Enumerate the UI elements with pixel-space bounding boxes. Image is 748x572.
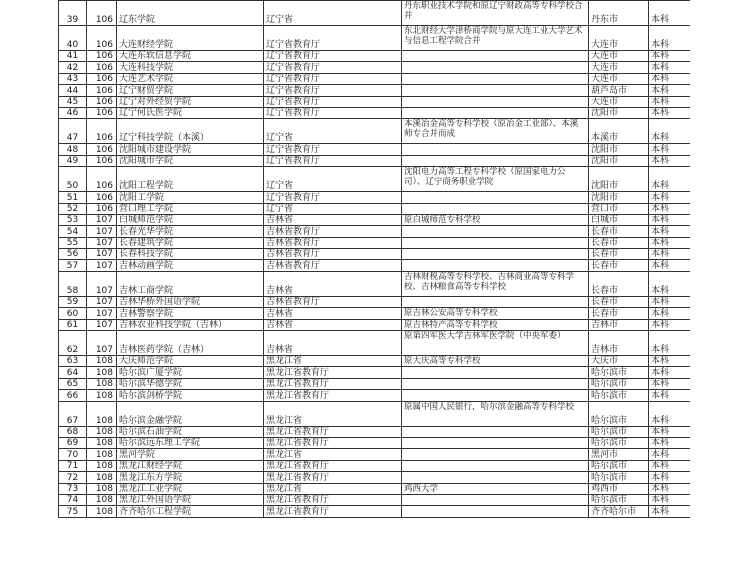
table-row: [59, 506, 691, 517]
city-cell: 哈尔滨市: [589, 426, 649, 437]
code-cell: 106: [87, 96, 117, 107]
school-name-cell: 沈阳工学院: [117, 192, 264, 203]
level-cell: 本科: [649, 296, 691, 307]
notes-cell: [402, 260, 589, 271]
code-cell: 108: [87, 472, 117, 483]
authority-cell: 黑龙江省教育厅: [264, 506, 402, 517]
row-number-cell: 43: [59, 73, 87, 84]
table-row: [59, 249, 691, 260]
notes-cell: [402, 144, 589, 155]
row-number-cell: 74: [59, 494, 87, 505]
notes-cell: [402, 107, 589, 118]
notes-cell: 原第四军医大学吉林军医学院（中央军委）: [402, 331, 589, 356]
notes-cell: [402, 506, 589, 517]
code-cell: 106: [87, 85, 117, 96]
city-cell: 鸡西市: [589, 483, 649, 494]
level-cell: 本科: [649, 401, 691, 426]
authority-cell: 辽宁省教育厅: [264, 51, 402, 62]
level-cell: 本科: [649, 437, 691, 448]
level-cell: 本科: [649, 308, 691, 319]
code-cell: 108: [87, 437, 117, 448]
authority-cell: 吉林省: [264, 319, 402, 330]
code-cell: 108: [87, 460, 117, 471]
city-cell: 沈阳市: [589, 155, 649, 166]
table-row: [59, 449, 691, 460]
authority-cell: 辽宁省教育厅: [264, 26, 402, 51]
code-cell: 107: [87, 296, 117, 307]
code-cell: 106: [87, 192, 117, 203]
table-row: [59, 96, 691, 107]
authority-cell: 黑龙江省教育厅: [264, 460, 402, 471]
school-name-cell: 沈阳城市建设学院: [117, 144, 264, 155]
level-cell: 本科: [649, 51, 691, 62]
university-list-sheet: [58, 0, 690, 572]
table-row: [59, 308, 691, 319]
authority-cell: 辽宁省教育厅: [264, 144, 402, 155]
school-name-cell: 黑河学院: [117, 449, 264, 460]
code-cell: 108: [87, 449, 117, 460]
authority-cell: 吉林省: [264, 308, 402, 319]
table-row: [59, 401, 691, 426]
level-cell: 本科: [649, 214, 691, 225]
row-number-cell: 56: [59, 249, 87, 260]
city-cell: 大连市: [589, 96, 649, 107]
row-number-cell: 63: [59, 356, 87, 367]
authority-cell: 吉林省教育厅: [264, 260, 402, 271]
table-row: [59, 26, 691, 51]
school-name-cell: 吉林动画学院: [117, 260, 264, 271]
authority-cell: 黑龙江省教育厅: [264, 390, 402, 401]
school-name-cell: 长春光华学院: [117, 226, 264, 237]
authority-cell: 辽宁省教育厅: [264, 155, 402, 166]
school-name-cell: 吉林农业科技学院（吉林）: [117, 319, 264, 330]
notes-cell: [402, 203, 589, 214]
table-row: [59, 494, 691, 505]
notes-cell: 东北财经大学津桥商学院与原大连工业大学艺术与信息工程学院合并: [402, 26, 589, 51]
school-name-cell: 吉林华桥外国语学院: [117, 296, 264, 307]
authority-cell: 黑龙江省: [264, 449, 402, 460]
school-name-cell: 黑龙江工业学院: [117, 483, 264, 494]
code-cell: 107: [87, 249, 117, 260]
authority-cell: 黑龙江省教育厅: [264, 426, 402, 437]
code-cell: 106: [87, 107, 117, 118]
city-cell: 营口市: [589, 203, 649, 214]
city-cell: 大连市: [589, 51, 649, 62]
city-cell: 吉林市: [589, 331, 649, 356]
notes-cell: [402, 237, 589, 248]
row-number-cell: 55: [59, 237, 87, 248]
notes-cell: [402, 226, 589, 237]
city-cell: 哈尔滨市: [589, 472, 649, 483]
level-cell: 本科: [649, 249, 691, 260]
notes-cell: [402, 62, 589, 73]
code-cell: 106: [87, 26, 117, 51]
city-cell: 长春市: [589, 249, 649, 260]
row-number-cell: 49: [59, 155, 87, 166]
level-cell: 本科: [649, 237, 691, 248]
row-number-cell: 53: [59, 214, 87, 225]
row-number-cell: 50: [59, 167, 87, 192]
table-row: [59, 62, 691, 73]
row-number-cell: 58: [59, 271, 87, 296]
level-cell: 本科: [649, 203, 691, 214]
level-cell: 本科: [649, 1, 691, 26]
authority-cell: 辽宁省教育厅: [264, 85, 402, 96]
code-cell: 108: [87, 367, 117, 378]
table-row: [59, 390, 691, 401]
city-cell: 哈尔滨市: [589, 437, 649, 448]
school-name-cell: 大连财经学院: [117, 26, 264, 51]
code-cell: 106: [87, 144, 117, 155]
notes-cell: 本溪冶金高等专科学校（原冶金工业部）、本溪师专合并而成: [402, 119, 589, 144]
code-cell: 106: [87, 167, 117, 192]
row-number-cell: 41: [59, 51, 87, 62]
city-cell: 葫芦岛市: [589, 85, 649, 96]
row-number-cell: 61: [59, 319, 87, 330]
city-cell: 长春市: [589, 237, 649, 248]
notes-cell: 原大庆高等专科学校: [402, 356, 589, 367]
school-name-cell: 黑龙江财经学院: [117, 460, 264, 471]
city-cell: 长春市: [589, 271, 649, 296]
code-cell: 106: [87, 155, 117, 166]
code-cell: 108: [87, 494, 117, 505]
university-table: [58, 0, 690, 518]
row-number-cell: 44: [59, 85, 87, 96]
code-cell: 106: [87, 51, 117, 62]
table-row: [59, 155, 691, 166]
level-cell: 本科: [649, 260, 691, 271]
school-name-cell: 哈尔滨剑桥学院: [117, 390, 264, 401]
school-name-cell: 哈尔滨华德学院: [117, 378, 264, 389]
table-row: [59, 192, 691, 203]
table-row: [59, 167, 691, 192]
row-number-cell: 65: [59, 378, 87, 389]
code-cell: 107: [87, 319, 117, 330]
code-cell: 107: [87, 331, 117, 356]
table-row: [59, 296, 691, 307]
school-name-cell: 哈尔滨远东理工学院: [117, 437, 264, 448]
notes-cell: [402, 249, 589, 260]
level-cell: 本科: [649, 96, 691, 107]
level-cell: 本科: [649, 390, 691, 401]
city-cell: 沈阳市: [589, 107, 649, 118]
notes-cell: [402, 494, 589, 505]
row-number-cell: 73: [59, 483, 87, 494]
city-cell: 大连市: [589, 62, 649, 73]
authority-cell: 辽宁省教育厅: [264, 192, 402, 203]
city-cell: 大连市: [589, 73, 649, 84]
row-number-cell: 48: [59, 144, 87, 155]
authority-cell: 辽宁省教育厅: [264, 62, 402, 73]
level-cell: 本科: [649, 144, 691, 155]
school-name-cell: 辽宁何氏医学院: [117, 107, 264, 118]
city-cell: 长春市: [589, 260, 649, 271]
city-cell: 吉林市: [589, 319, 649, 330]
table-row: [59, 472, 691, 483]
school-name-cell: 长春建筑学院: [117, 237, 264, 248]
notes-cell: [402, 155, 589, 166]
school-name-cell: 黑龙江外国语学院: [117, 494, 264, 505]
level-cell: 本科: [649, 155, 691, 166]
city-cell: 齐齐哈尔市: [589, 506, 649, 517]
school-name-cell: 辽宁科技学院（本溪）: [117, 119, 264, 144]
authority-cell: 吉林省教育厅: [264, 226, 402, 237]
city-cell: 黑河市: [589, 449, 649, 460]
level-cell: 本科: [649, 26, 691, 51]
row-number-cell: 64: [59, 367, 87, 378]
notes-cell: [402, 296, 589, 307]
row-number-cell: 51: [59, 192, 87, 203]
city-cell: 本溪市: [589, 119, 649, 144]
city-cell: 大庆市: [589, 356, 649, 367]
level-cell: 本科: [649, 226, 691, 237]
school-name-cell: 吉林工商学院: [117, 271, 264, 296]
authority-cell: 黑龙江省教育厅: [264, 367, 402, 378]
level-cell: 本科: [649, 192, 691, 203]
level-cell: 本科: [649, 449, 691, 460]
table-row: [59, 73, 691, 84]
authority-cell: 黑龙江省教育厅: [264, 437, 402, 448]
city-cell: 沈阳市: [589, 192, 649, 203]
row-number-cell: 71: [59, 460, 87, 471]
city-cell: 长春市: [589, 296, 649, 307]
notes-cell: [402, 73, 589, 84]
table-row: [59, 483, 691, 494]
table-row: [59, 226, 691, 237]
authority-cell: 吉林省: [264, 331, 402, 356]
code-cell: 108: [87, 390, 117, 401]
notes-cell: [402, 378, 589, 389]
school-name-cell: 大连科技学院: [117, 62, 264, 73]
school-name-cell: 大庆师范学院: [117, 356, 264, 367]
school-name-cell: 哈尔滨广厦学院: [117, 367, 264, 378]
authority-cell: 辽宁省: [264, 119, 402, 144]
school-name-cell: 辽宁对外经贸学院: [117, 96, 264, 107]
authority-cell: 辽宁省教育厅: [264, 107, 402, 118]
notes-cell: [402, 460, 589, 471]
level-cell: 本科: [649, 494, 691, 505]
notes-cell: 鸡西大学: [402, 483, 589, 494]
table-row: [59, 203, 691, 214]
school-name-cell: 哈尔滨石油学院: [117, 426, 264, 437]
code-cell: 108: [87, 506, 117, 517]
row-number-cell: 72: [59, 472, 87, 483]
school-name-cell: 哈尔滨金融学院: [117, 401, 264, 426]
level-cell: 本科: [649, 356, 691, 367]
row-number-cell: 68: [59, 426, 87, 437]
code-cell: 108: [87, 483, 117, 494]
row-number-cell: 42: [59, 62, 87, 73]
code-cell: 106: [87, 73, 117, 84]
notes-cell: 原白城师范专科学校: [402, 214, 589, 225]
level-cell: 本科: [649, 426, 691, 437]
table-row: [59, 237, 691, 248]
code-cell: 106: [87, 1, 117, 26]
table-row: [59, 1, 691, 26]
table-row: [59, 367, 691, 378]
code-cell: 107: [87, 260, 117, 271]
row-number-cell: 67: [59, 401, 87, 426]
level-cell: 本科: [649, 506, 691, 517]
notes-cell: 沈阳电力高等工程专科学校（原国家电力公司）、辽宁商务职业学院: [402, 167, 589, 192]
notes-cell: 丹东职业技术学院和原辽宁财政高等专科学校合并: [402, 1, 589, 26]
table-body: [59, 1, 691, 518]
authority-cell: 黑龙江省教育厅: [264, 494, 402, 505]
level-cell: 本科: [649, 483, 691, 494]
code-cell: 106: [87, 119, 117, 144]
school-name-cell: 沈阳城市学院: [117, 155, 264, 166]
notes-cell: [402, 449, 589, 460]
table-row: [59, 460, 691, 471]
city-cell: 丹东市: [589, 1, 649, 26]
table-row: [59, 107, 691, 118]
table-row: [59, 331, 691, 356]
notes-cell: 原吉林特产高等专科学校: [402, 319, 589, 330]
school-name-cell: 白城师范学院: [117, 214, 264, 225]
level-cell: 本科: [649, 460, 691, 471]
city-cell: 哈尔滨市: [589, 401, 649, 426]
row-number-cell: 60: [59, 308, 87, 319]
table-row: [59, 85, 691, 96]
level-cell: 本科: [649, 107, 691, 118]
row-number-cell: 62: [59, 331, 87, 356]
row-number-cell: 69: [59, 437, 87, 448]
code-cell: 107: [87, 226, 117, 237]
level-cell: 本科: [649, 62, 691, 73]
city-cell: 哈尔滨市: [589, 378, 649, 389]
notes-cell: [402, 367, 589, 378]
authority-cell: 辽宁省: [264, 167, 402, 192]
city-cell: 哈尔滨市: [589, 460, 649, 471]
city-cell: 沈阳市: [589, 167, 649, 192]
city-cell: 哈尔滨市: [589, 494, 649, 505]
table-row: [59, 356, 691, 367]
city-cell: 长春市: [589, 308, 649, 319]
row-number-cell: 46: [59, 107, 87, 118]
level-cell: 本科: [649, 472, 691, 483]
school-name-cell: 吉林警察学院: [117, 308, 264, 319]
notes-cell: 原属中国人民银行，哈尔滨金融高等专科学校: [402, 401, 589, 426]
school-name-cell: 吉林医药学院（吉林）: [117, 331, 264, 356]
row-number-cell: 66: [59, 390, 87, 401]
level-cell: 本科: [649, 167, 691, 192]
table-row: [59, 437, 691, 448]
school-name-cell: 黑龙江东方学院: [117, 472, 264, 483]
school-name-cell: 辽宁财贸学院: [117, 85, 264, 96]
code-cell: 107: [87, 214, 117, 225]
notes-cell: [402, 51, 589, 62]
row-number-cell: 59: [59, 296, 87, 307]
authority-cell: 辽宁省: [264, 1, 402, 26]
table-row: [59, 271, 691, 296]
school-name-cell: 大连东软信息学院: [117, 51, 264, 62]
table-row: [59, 319, 691, 330]
authority-cell: 吉林省教育厅: [264, 296, 402, 307]
school-name-cell: 营口理工学院: [117, 203, 264, 214]
authority-cell: 辽宁省教育厅: [264, 96, 402, 107]
school-name-cell: 辽东学院: [117, 1, 264, 26]
code-cell: 108: [87, 401, 117, 426]
school-name-cell: 长春科技学院: [117, 249, 264, 260]
table-row: [59, 214, 691, 225]
notes-cell: [402, 426, 589, 437]
table-row: [59, 119, 691, 144]
city-cell: 沈阳市: [589, 144, 649, 155]
city-cell: 长春市: [589, 226, 649, 237]
row-number-cell: 47: [59, 119, 87, 144]
authority-cell: 吉林省: [264, 271, 402, 296]
row-number-cell: 57: [59, 260, 87, 271]
code-cell: 106: [87, 62, 117, 73]
school-name-cell: 齐齐哈尔工程学院: [117, 506, 264, 517]
level-cell: 本科: [649, 367, 691, 378]
row-number-cell: 75: [59, 506, 87, 517]
city-cell: 白城市: [589, 214, 649, 225]
level-cell: 本科: [649, 271, 691, 296]
notes-cell: [402, 472, 589, 483]
notes-cell: [402, 390, 589, 401]
row-number-cell: 39: [59, 1, 87, 26]
city-cell: 哈尔滨市: [589, 367, 649, 378]
code-cell: 106: [87, 203, 117, 214]
notes-cell: [402, 96, 589, 107]
notes-cell: [402, 192, 589, 203]
authority-cell: 辽宁省教育厅: [264, 73, 402, 84]
row-number-cell: 45: [59, 96, 87, 107]
table-row: [59, 144, 691, 155]
authority-cell: 吉林省教育厅: [264, 237, 402, 248]
level-cell: 本科: [649, 73, 691, 84]
code-cell: 107: [87, 237, 117, 248]
row-number-cell: 70: [59, 449, 87, 460]
row-number-cell: 54: [59, 226, 87, 237]
school-name-cell: 大连艺术学院: [117, 73, 264, 84]
city-cell: 大连市: [589, 26, 649, 51]
code-cell: 107: [87, 271, 117, 296]
authority-cell: 吉林省: [264, 214, 402, 225]
notes-cell: [402, 85, 589, 96]
row-number-cell: 52: [59, 203, 87, 214]
code-cell: 108: [87, 426, 117, 437]
city-cell: 哈尔滨市: [589, 390, 649, 401]
notes-cell: [402, 437, 589, 448]
table-row: [59, 260, 691, 271]
table-row: [59, 51, 691, 62]
authority-cell: 黑龙江省: [264, 356, 402, 367]
level-cell: 本科: [649, 331, 691, 356]
authority-cell: 黑龙江省: [264, 401, 402, 426]
notes-cell: 原吉林公安高等专科学校: [402, 308, 589, 319]
authority-cell: 辽宁省: [264, 203, 402, 214]
authority-cell: 吉林省教育厅: [264, 249, 402, 260]
authority-cell: 黑龙江省教育厅: [264, 472, 402, 483]
level-cell: 本科: [649, 119, 691, 144]
table-row: [59, 426, 691, 437]
level-cell: 本科: [649, 85, 691, 96]
code-cell: 108: [87, 356, 117, 367]
authority-cell: 黑龙江省: [264, 483, 402, 494]
notes-cell: 吉林财税高等专科学校、吉林商业高等专科学校、吉林粮食高等专科学校: [402, 271, 589, 296]
code-cell: 107: [87, 308, 117, 319]
level-cell: 本科: [649, 378, 691, 389]
school-name-cell: 沈阳工程学院: [117, 167, 264, 192]
level-cell: 本科: [649, 319, 691, 330]
table-row: [59, 378, 691, 389]
code-cell: 108: [87, 378, 117, 389]
authority-cell: 黑龙江省教育厅: [264, 378, 402, 389]
row-number-cell: 40: [59, 26, 87, 51]
